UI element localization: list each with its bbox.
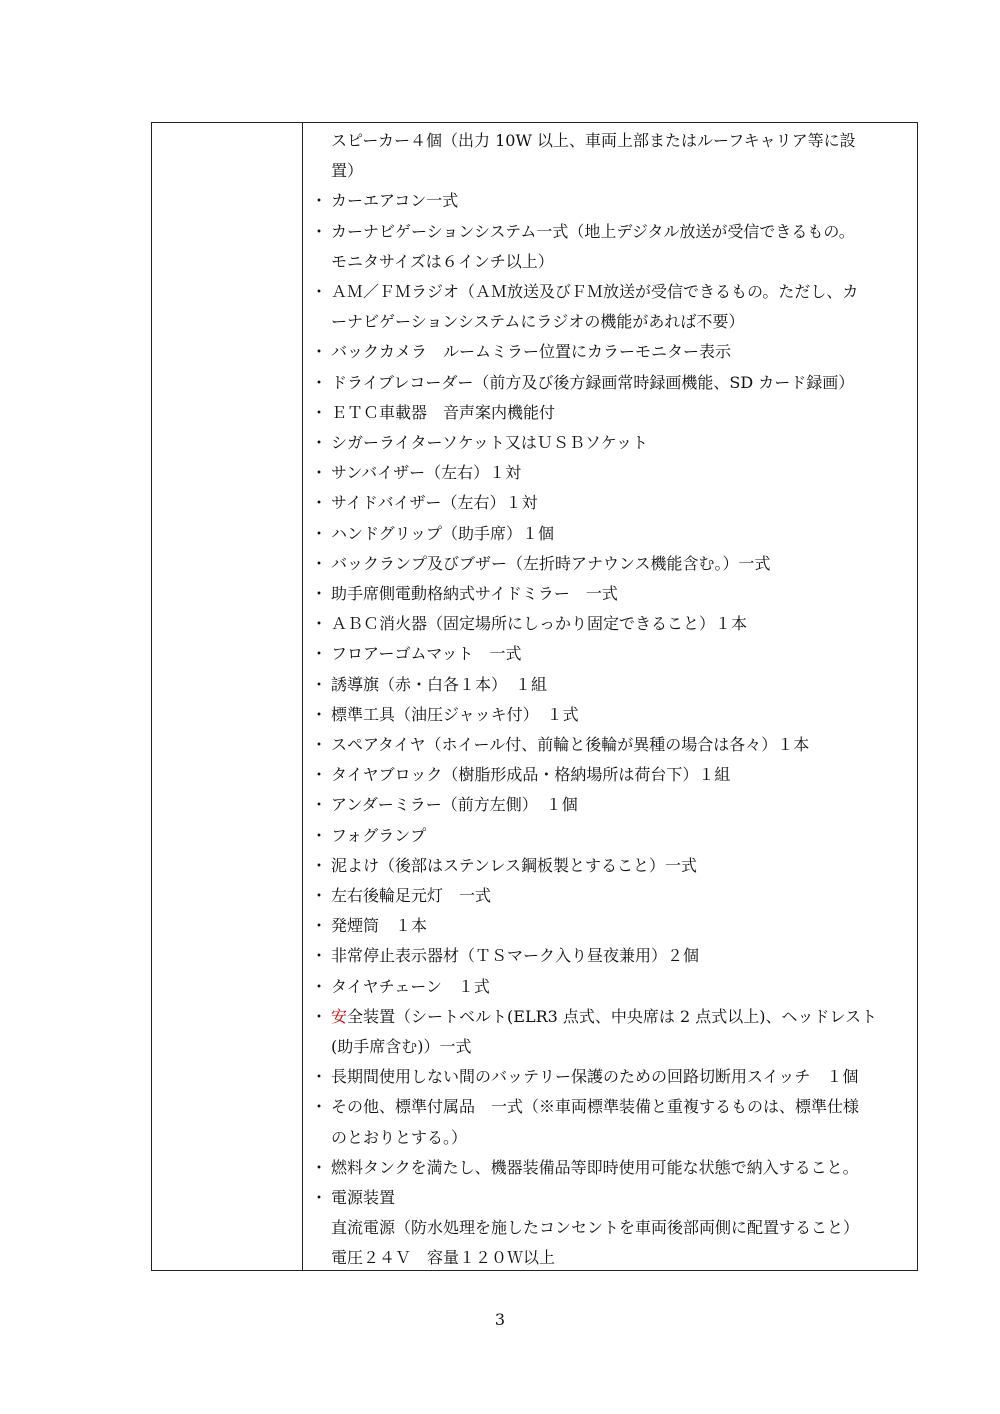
- bullet-mark: ・: [311, 463, 328, 483]
- list-item: [303, 1032, 917, 1062]
- list-item-text: 発煙筒 １本: [331, 916, 428, 936]
- bullet-mark: ・: [311, 191, 328, 211]
- bullet-mark: ・: [311, 765, 328, 785]
- bullet-mark: ・: [311, 795, 328, 815]
- bullet-mark: ・: [311, 221, 328, 241]
- table-content-cell: [303, 123, 917, 1270]
- bullet-mark: ・: [311, 1067, 328, 1087]
- list-item-text: ハンドグリップ（助手席）１個: [331, 523, 555, 543]
- list-item-text: 標準工具（油圧ジャッキ付） １式: [331, 704, 579, 724]
- table-left-cell: [152, 123, 303, 1270]
- list-item: [303, 670, 917, 700]
- list-item: [303, 609, 917, 639]
- bullet-mark: ・: [311, 735, 328, 754]
- list-item: [303, 398, 917, 428]
- list-item-text: ーナビゲーションシステムにラジオの機能があれば不要）: [331, 312, 745, 332]
- list-item: [303, 337, 917, 367]
- bullet-mark: ・: [311, 342, 328, 362]
- bullet-mark: ・: [311, 1006, 328, 1026]
- list-item-text: 誘導旗（赤・白各１本） １組: [331, 674, 548, 694]
- list-item: [303, 1243, 917, 1273]
- list-item-text: シガーライターソケット又はＵＳＢソケット: [331, 433, 648, 452]
- list-item-text: のとおりとする。）: [331, 1127, 468, 1147]
- bullet-mark: ・: [311, 704, 328, 724]
- list-item: [303, 972, 917, 1002]
- list-item-text: 直流電源（防水処理を施したコンセントを車両後部両側に配置すること）: [331, 1218, 860, 1238]
- list-item-text: フロアーゴムマット 一式: [331, 644, 522, 664]
- list-item: [303, 941, 917, 971]
- list-item-text: 長期間使用しない間のバッテリー保護のための回路切断用スイッチ １個: [331, 1067, 859, 1087]
- list-item-text: 燃料タンクを満たし、機器装備品等即時使用可能な状態で納入すること。: [331, 1157, 859, 1177]
- bullet-mark: ・: [311, 493, 328, 513]
- list-item-text: サイドバイザー（左右）１対: [331, 493, 538, 513]
- list-item: [303, 760, 917, 790]
- list-item-text: 置）: [331, 161, 364, 181]
- list-item-text: その他、標準付属品 一式（※車両標準装備と重複するものは、標準仕様: [331, 1097, 860, 1117]
- list-item-text: サンバイザー（左右）１対: [331, 463, 522, 483]
- list-item: [303, 488, 917, 518]
- list-item-text: 泥よけ（後部はステンレス鋼板製とすること）一式: [331, 855, 698, 875]
- list-item: [303, 730, 917, 760]
- bullet-mark: ・: [311, 825, 328, 845]
- list-item-text-rest: 全装置（シートベルト(ELR3 点式、中央席は 2 点式以上)、ヘッドレスト: [347, 1006, 877, 1026]
- list-item-text: 電圧２４Ｖ 容量１２０Ｗ以上: [331, 1248, 556, 1268]
- list-item-text: バックカメラ ルームミラー位置にカラーモニター表示: [331, 342, 732, 362]
- list-item: [303, 881, 917, 911]
- list-item-text: タイヤチェーン １式: [331, 976, 490, 996]
- bullet-mark: ・: [311, 1097, 328, 1117]
- list-item-text: スピーカー４個（出力 10W 以上、車両上部またはルーフキャリア等に設: [331, 131, 856, 150]
- list-item: [303, 458, 917, 488]
- list-item-text: ＡＭ／ＦＭラジオ（ＡＭ放送及びＦＭ放送が受信できるもの。ただし、カ: [331, 282, 859, 301]
- list-item: [303, 821, 917, 851]
- list-item-text: バックランプ及びブザー（左折時アナウンス機能含む。）一式: [331, 553, 771, 573]
- list-item-text: [331, 1002, 877, 1032]
- bullet-mark: ・: [311, 976, 328, 996]
- list-item-text: モニタサイズは６インチ以上）: [331, 251, 554, 271]
- list-item: [303, 1062, 917, 1092]
- list-item-text: タイヤブロック（樹脂形成品・格納場所は荷台下）１組: [331, 765, 731, 785]
- list-item-text: アンダーミラー（前方左側） １個: [331, 795, 578, 815]
- list-item-text: 非常停止表示器材（ＴＳマーク入り昼夜兼用）２個: [331, 946, 700, 966]
- list-item: [303, 277, 917, 307]
- bullet-mark: ・: [311, 855, 328, 875]
- list-item: [303, 1153, 917, 1183]
- list-item: [303, 156, 917, 186]
- list-item-text: (助手席含む)）一式: [331, 1037, 472, 1056]
- list-item: [303, 186, 917, 216]
- bullet-mark: ・: [311, 946, 328, 966]
- list-item-text: ドライブレコーダー（前方及び後方録画常時録画機能、SD カード録画）: [331, 372, 855, 392]
- list-item: [303, 217, 917, 247]
- bullet-mark: ・: [311, 282, 328, 301]
- list-item: [303, 549, 917, 579]
- list-item: [303, 579, 917, 609]
- bullet-mark: ・: [311, 614, 328, 634]
- list-item-text: カーナビゲーションシステム一式（地上デジタル放送が受信できるもの。: [331, 221, 855, 241]
- list-item-text: スペアタイヤ（ホイール付、前輪と後輪が異種の場合は各々）１本: [331, 735, 810, 754]
- list-item: [303, 639, 917, 669]
- bullet-mark: ・: [311, 886, 328, 905]
- list-item-text: ＥＴＣ車載器 音声案内機能付: [331, 402, 556, 422]
- bullet-mark: ・: [311, 372, 328, 392]
- list-item: [303, 368, 917, 398]
- list-item: [303, 126, 917, 156]
- bullet-mark: ・: [311, 674, 328, 694]
- bullet-mark: ・: [311, 523, 328, 543]
- list-item: [303, 911, 917, 941]
- list-item: [303, 1123, 917, 1153]
- list-item: [303, 1213, 917, 1243]
- spec-table: [151, 122, 918, 1271]
- list-item: [303, 247, 917, 277]
- list-item-text: 左右後輪足元灯 一式: [331, 886, 492, 905]
- bullet-mark: ・: [311, 433, 328, 452]
- list-item-text: フォグランプ: [331, 825, 427, 845]
- list-item: [303, 851, 917, 881]
- list-item-text: ＡＢＣ消火器（固定場所にしっかり固定できること）１本: [331, 614, 748, 634]
- bullet-mark: ・: [311, 553, 328, 573]
- list-item: [303, 700, 917, 730]
- list-item: [303, 1183, 917, 1213]
- list-item-text: 助手席側電動格納式サイドミラー 一式: [331, 584, 618, 603]
- bullet-mark: ・: [311, 916, 328, 936]
- list-item: [303, 307, 917, 337]
- list-item: [303, 519, 917, 549]
- list-item: [303, 1092, 917, 1122]
- list-item: [303, 1002, 917, 1032]
- list-item: [303, 428, 917, 458]
- list-item: [303, 790, 917, 820]
- list-item-text: カーエアコン一式: [331, 191, 459, 211]
- bullet-mark: ・: [311, 584, 328, 603]
- bullet-mark: ・: [311, 1157, 328, 1177]
- list-item-text: 電源装置: [331, 1188, 396, 1207]
- highlighted-char: 安: [331, 1006, 348, 1026]
- page-number: 3: [494, 1310, 506, 1329]
- bullet-mark: ・: [311, 644, 328, 664]
- bullet-mark: ・: [311, 1188, 328, 1207]
- bullet-mark: ・: [311, 402, 328, 422]
